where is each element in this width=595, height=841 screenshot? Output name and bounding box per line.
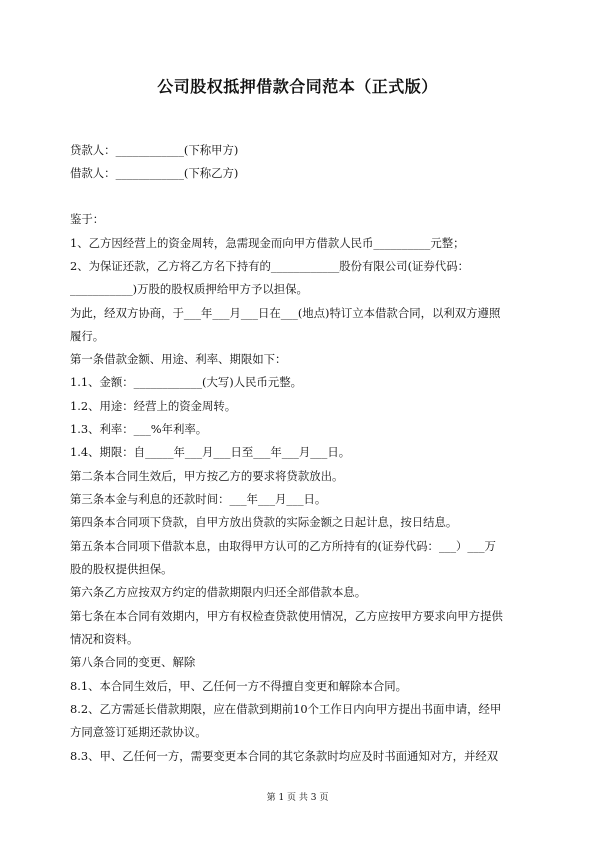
article-3: 第三条本金与利息的还款时间：___年___月___日。: [70, 492, 327, 506]
page-footer: 第 1 页 共 3 页: [266, 793, 329, 803]
article-8-heading: 第八条合同的变更、解除: [70, 655, 196, 669]
article-2: 第二条本合同生效后，甲方按乙方的要求将贷款放出。: [70, 469, 344, 483]
whereas-heading: 鉴于：: [70, 212, 105, 226]
article-5-cont: 股的股权提供担保。: [70, 562, 173, 576]
article-6: 第六条乙方应按双方约定的借款期限内归还全部借款本息。: [70, 585, 367, 599]
borrower-line: 借款人：____________(下称乙方): [70, 166, 239, 180]
article-7-cont: 情况和资料。: [70, 632, 139, 646]
article-1-4: 1.4、期限：自_____年___月___日至___年___月___日。: [70, 445, 351, 459]
article-1-2: 1.2、用途：经营上的资金周转。: [70, 399, 237, 413]
article-1-1: 1.1、金额：____________(大写)人民币元整。: [70, 375, 303, 389]
lender-line: 贷款人：____________(下称甲方): [70, 143, 239, 157]
article-8-2: 8.2、乙方需延长借款期限，应在借款到期前10个工作日内向甲方提出书面申请，经甲: [70, 702, 502, 716]
article-8-1: 8.1、本合同生效后，甲、乙任何一方不得擅自变更和解除本合同。: [70, 679, 408, 693]
article-4: 第四条本合同项下贷款，自甲方放出贷款的实际金额之日起计息，按日结息。: [70, 515, 458, 529]
document-title: 公司股权抵押借款合同范本（正式版）: [157, 77, 438, 96]
article-1-heading: 第一条借款金额、用途、利率、期限如下：: [70, 352, 287, 366]
agreement-intro-cont: 履行。: [70, 329, 105, 343]
article-7: 第七条在本合同有效期内，甲方有权检查贷款使用情况，乙方应按甲方要求向甲方提供: [70, 609, 503, 623]
whereas-item-1: 1、乙方因经营上的资金周转，急需现金而向甲方借款人民币__________元整；: [70, 236, 465, 250]
article-1-3: 1.3、利率：___%年利率。: [70, 422, 208, 436]
whereas-item-2-cont: ___________)万股的股权质押给甲方予以担保。: [70, 282, 308, 296]
article-8-2-cont: 方同意签订延期还款协议。: [70, 725, 207, 739]
whereas-item-2: 2、为保证还款，乙方将乙方名下持有的____________股份有限公司(证券代码：: [70, 259, 469, 273]
agreement-intro: 为此，经双方协商，于___年___月___日在___(地点)特订立本借款合同，以利双方遵照: [70, 306, 501, 320]
article-5: 第五条本合同项下借款本息，由取得甲方认可的乙方所持有的(证券代码：___）___万: [70, 539, 496, 553]
article-8-3: 8.3、甲、乙任何一方，需要变更本合同的其它条款时均应及时书面通知对方，并经双: [70, 749, 499, 763]
